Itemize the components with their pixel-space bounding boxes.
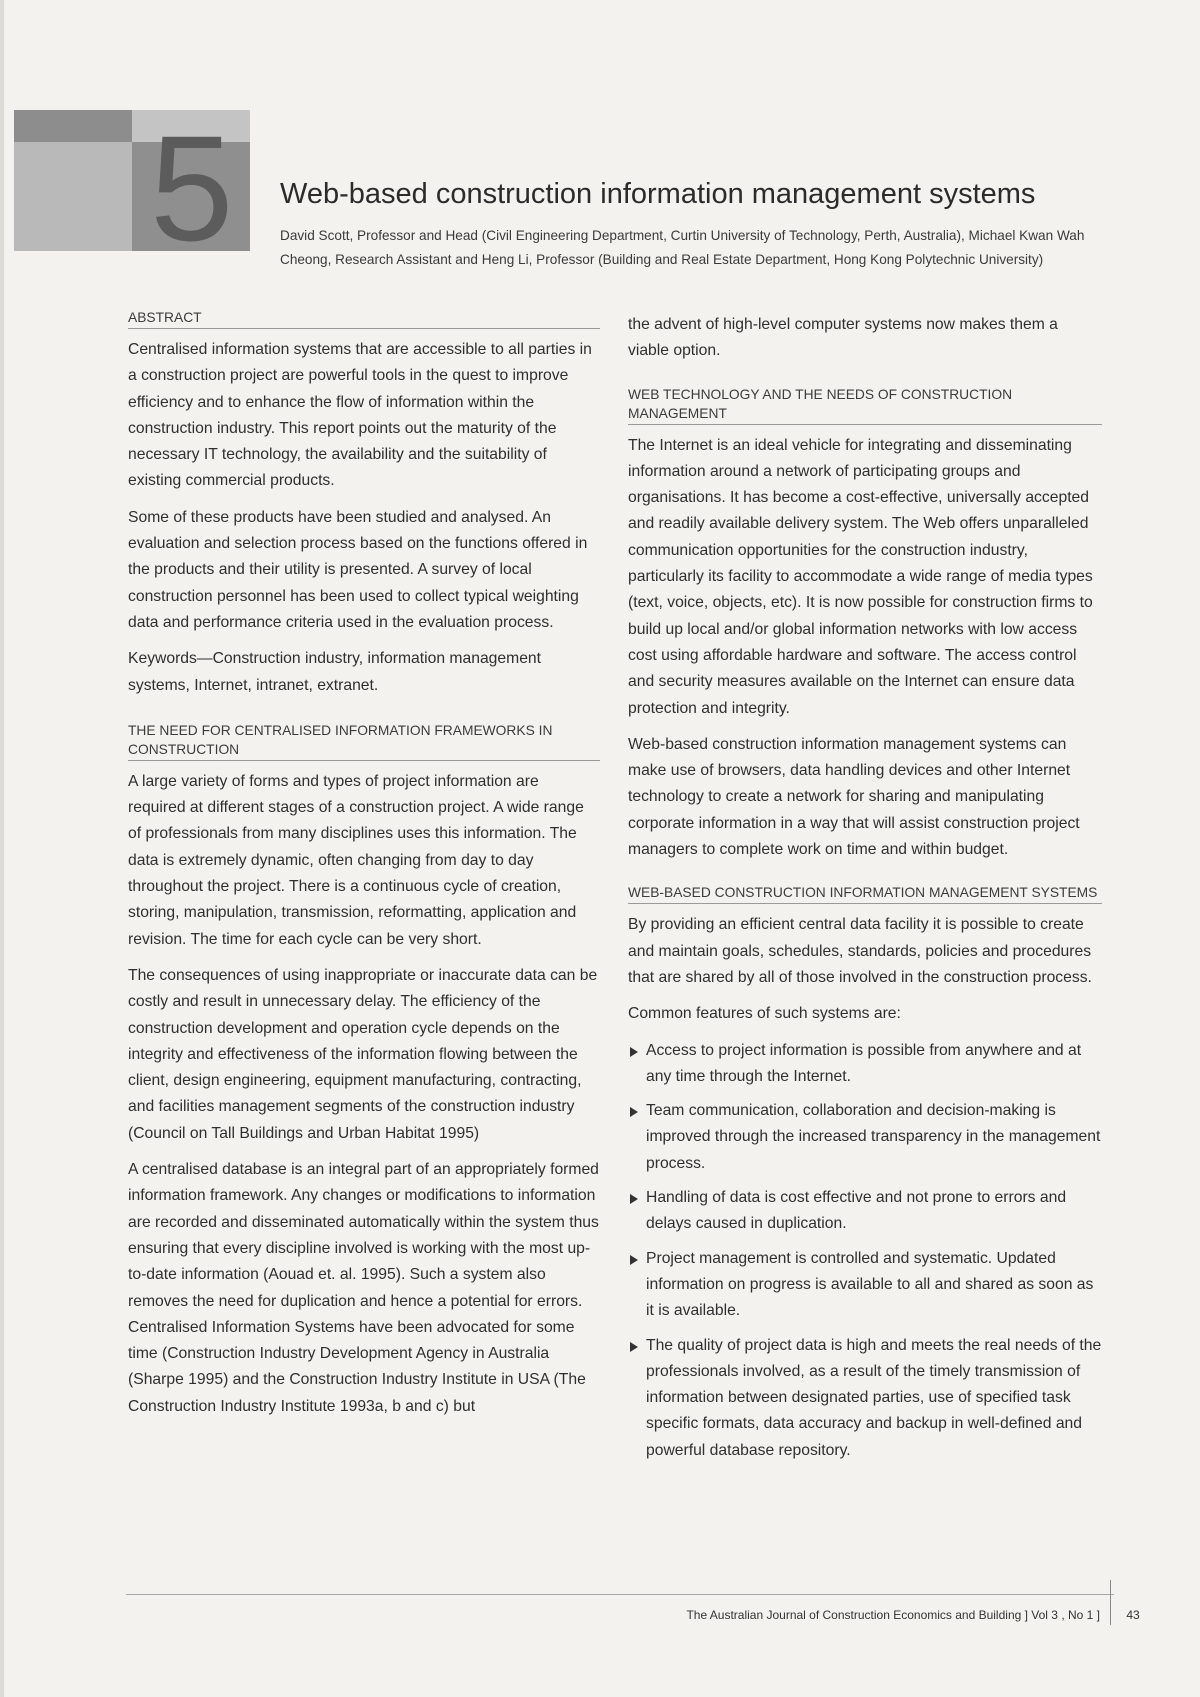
bullet-triangle-icon (630, 1107, 638, 1117)
footer-vertical-divider (1110, 1580, 1111, 1625)
body-paragraph: By providing an efficient central data facility it is possible to create and maintain goals, schedules, standards, policies and procedures that are shared by all of those involved in the construction process. (628, 916, 1092, 986)
chapter-block-tile (14, 110, 132, 142)
list-item (628, 1246, 1102, 1325)
abstract-paragraph: Centralised information systems that are accessible to all parties in a construction project are powerful tools in the quest to improve efficiency and to enhance the flow of information within the construction industry. This report points out the maturity of the necessary IT technology, the availability and the suitability of existing commercial products. (128, 341, 592, 490)
body-paragraph: A centralised database is an integral part of an appropriately formed information framework. Any changes or modifications to information are recorded and disseminated automatically within the system thus ensuring that every discipline involved is working with the most up-to-date information (Aouad et. al. 1995). Such a system also removes the need for duplication and hence a potential for errors. Centralised Information Systems have been advocated for some time (Construction Industry Development Agency in Australia (Sharpe 1995) and the Construction Industry Institute in USA (The Construction Industry Institute 1993a, b and c) but (128, 1161, 599, 1415)
list-item (628, 1098, 1102, 1177)
bullet-triangle-icon (630, 1255, 638, 1265)
bullet-triangle-icon (630, 1047, 638, 1057)
right-column (628, 312, 1102, 1472)
section-heading: WEB-BASED CONSTRUCTION INFORMATION MANAGEMENT SYSTEMS (628, 883, 1102, 904)
page-number: 43 (1126, 1608, 1140, 1622)
body-paragraph: A large variety of forms and types of project information are required at different stages of a construction project. A wide range of professionals from many disciplines uses this information. The data is extremely dynamic, often changing from day to day throughout the project. There is a continuous cycle of creation, storing, manipulation, transmission, reformatting, application and revision. The time for each cycle can be very short. (128, 772, 584, 948)
article-authors: David Scott, Professor and Head (Civil Engineering Department, Curtin University of Technology, Perth, Australia), Michael Kwan Wah Cheong, Research Assistant and Heng Li, Professor (Building and Real Estate Department, Hong Kong Polytechnic University) (280, 228, 1085, 267)
list-item-text: Handling of data is cost effective and not prone to errors and delays caused in duplication. (646, 1189, 1067, 1233)
bullet-triangle-icon (630, 1342, 638, 1352)
chapter-number: 5 (150, 104, 234, 272)
list-item-text: Project management is controlled and systematic. Updated information on progress is available to all and shared as soon as it is available. (646, 1249, 1094, 1320)
list-item-text: The quality of project data is high and meets the real needs of the professionals involved, as a result of the timely transmission of information between designated parties, use of specified task specific formats, data accuracy and backup in well-defined and powerful database repository. (646, 1336, 1102, 1459)
body-paragraph: Common features of such systems are: (628, 1005, 901, 1023)
keywords: Keywords—Construction industry, information management systems, Internet, intranet, extranet. (128, 650, 541, 694)
bullet-triangle-icon (630, 1194, 638, 1204)
chapter-block-tile (14, 142, 132, 251)
article-title: Web-based construction information management systems (280, 178, 1036, 210)
body-paragraph: the advent of high-level computer systems now makes them a viable option. (628, 316, 1058, 360)
body-paragraph: The consequences of using inappropriate or inaccurate data can be costly and result in unnecessary delay. The efficiency of the construction development and operation cycle depends on the integrity and effectiveness of the information flowing between the client, design engineering, equipment manufacturing, contracting, and facilities management segments of the construction industry (Council on Tall Buildings and Urban Habitat 1995) (128, 966, 598, 1142)
section-heading: THE NEED FOR CENTRALISED INFORMATION FRAMEWORKS IN CONSTRUCTION (128, 721, 600, 761)
left-column (128, 308, 600, 1430)
section-heading: WEB TECHNOLOGY AND THE NEEDS OF CONSTRUCTION MANAGEMENT (628, 385, 1102, 425)
list-item-text: Access to project information is possible from anywhere and at any time through the Internet. (646, 1041, 1082, 1085)
list-item (628, 1185, 1102, 1238)
abstract-heading: ABSTRACT (128, 308, 600, 329)
footer-journal-name: The Australian Journal of Construction Economics and Building ] Vol 3 , No 1 ] (686, 1608, 1100, 1622)
page-edge (0, 0, 4, 1697)
footer-divider (126, 1594, 1114, 1595)
list-item (628, 1333, 1102, 1464)
body-paragraph: Web-based construction information management systems can make use of browsers, data handling devices and other Internet technology to create a network for sharing and manipulating corporate information in a way that will assist construction project managers to complete work on time and within budget. (628, 735, 1080, 859)
list-item-text: Team communication, collaboration and decision-making is improved through the increased transparency in the management process. (646, 1102, 1101, 1172)
body-paragraph: The Internet is an ideal vehicle for integrating and disseminating information around a network of participating groups and organisations. It has become a cost-effective, universally accepted and readily available delivery system. The Web offers unparalleled communication opportunities for the construction industry, particularly its facility to accommodate a wide range of media types (text, voice, objects, etc). It is now possible for construction firms to build up local and/or global information networks with low access cost using affordable hardware and software. The access control and security measures available on the Internet can ensure data protection and integrity. (628, 436, 1093, 717)
feature-list (628, 1038, 1102, 1464)
list-item (628, 1038, 1102, 1091)
abstract-paragraph: Some of these products have been studied and analysed. An evaluation and selection process based on the functions offered in the products and their utility is presented. A survey of local construction personnel has been used to collect typical weighting data and performance criteria used in the evaluation process. (128, 508, 588, 631)
